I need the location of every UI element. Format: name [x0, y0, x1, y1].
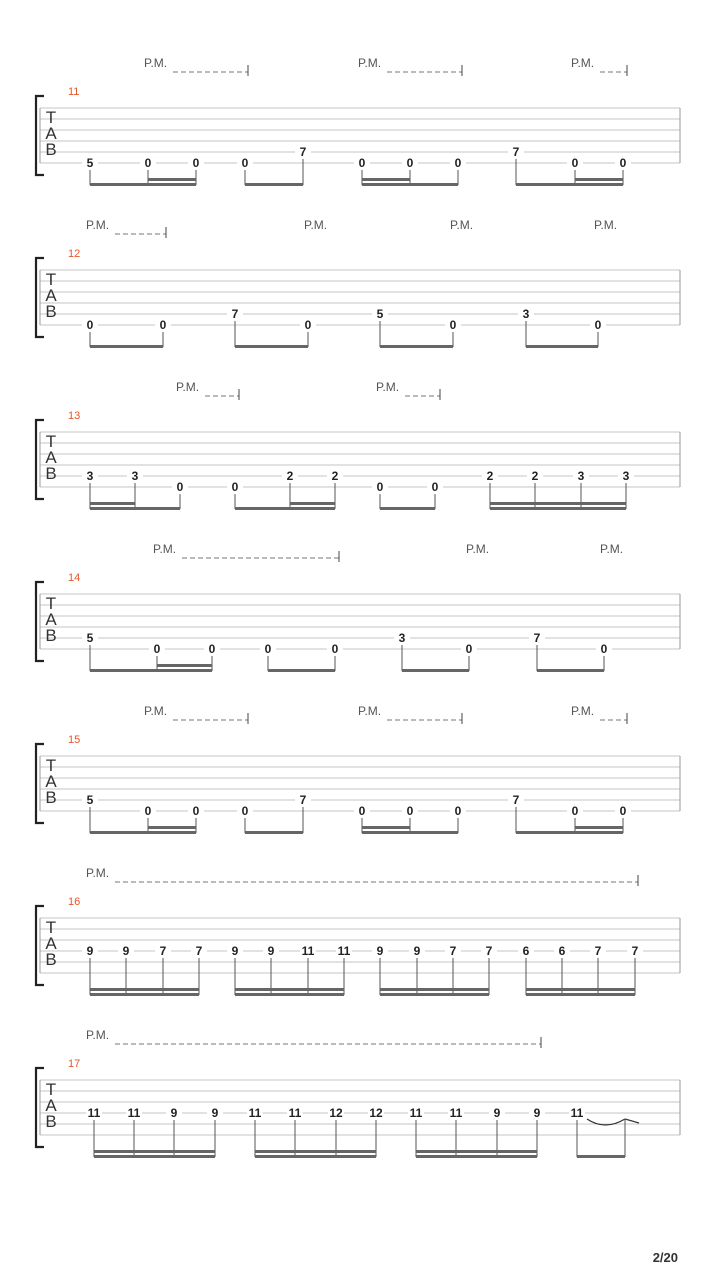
fret-number: 0 — [144, 804, 152, 818]
fret-number: 7 — [299, 145, 307, 159]
tab-clef-letter: T — [45, 594, 57, 613]
beam-secondary — [490, 502, 626, 505]
fret-number: 0 — [231, 480, 239, 494]
beam — [94, 1155, 215, 1158]
beam — [526, 345, 598, 348]
tab-clef-letter: A — [45, 124, 57, 143]
fret-number: 7 — [512, 793, 520, 807]
fret-number: 2 — [531, 469, 539, 483]
fret-number: 9 — [170, 1106, 178, 1120]
fret-number: 7 — [533, 631, 541, 645]
fret-number: 2 — [486, 469, 494, 483]
tab-clef-letter: B — [45, 788, 57, 807]
fret-number: 11 — [570, 1106, 584, 1120]
tab-clef-letter: T — [45, 270, 57, 289]
fret-number: 2 — [286, 469, 294, 483]
fret-number: 11 — [248, 1106, 262, 1120]
fret-number: 11 — [127, 1106, 141, 1120]
palm-mute-label: P.M. — [358, 704, 382, 718]
beam — [516, 831, 623, 834]
fret-number: 6 — [558, 944, 566, 958]
beam — [402, 669, 469, 672]
fret-number: 0 — [449, 318, 457, 332]
beam — [362, 831, 458, 834]
fret-number: 0 — [465, 642, 473, 656]
slide-out — [625, 1119, 639, 1123]
beam-secondary — [380, 988, 489, 991]
beam-secondary — [526, 988, 635, 991]
beam-secondary — [255, 1150, 376, 1153]
fret-number: 0 — [304, 318, 312, 332]
fret-number: 7 — [195, 944, 203, 958]
tab-clef-letter: T — [45, 432, 57, 451]
tab-clef-letter: B — [45, 626, 57, 645]
palm-mute-label: P.M. — [358, 56, 382, 70]
measure-number: 16 — [68, 896, 81, 908]
beam-secondary — [90, 502, 135, 505]
fret-number: 0 — [358, 804, 366, 818]
fret-number: 0 — [406, 156, 414, 170]
fret-number: 0 — [86, 318, 94, 332]
fret-number: 6 — [522, 944, 530, 958]
fret-number: 9 — [267, 944, 275, 958]
fret-number: 7 — [512, 145, 520, 159]
beam-secondary — [235, 988, 344, 991]
fret-number: 9 — [122, 944, 130, 958]
beam — [537, 669, 604, 672]
tab-clef-letter: B — [45, 140, 57, 159]
fret-number: 0 — [192, 156, 200, 170]
tab-clef-letter: B — [45, 302, 57, 321]
page-number: 2/20 — [652, 1250, 678, 1265]
beam-secondary — [575, 826, 623, 829]
tab-clef-letter: T — [45, 108, 57, 127]
fret-number: 0 — [571, 804, 579, 818]
fret-number: 9 — [211, 1106, 219, 1120]
fret-number: 0 — [331, 642, 339, 656]
fret-number: 3 — [522, 307, 530, 321]
measure-number: 12 — [68, 248, 81, 260]
tab-clef-letter: T — [45, 918, 57, 937]
beam — [416, 1155, 537, 1158]
beam-secondary — [362, 826, 410, 829]
measure-number: 13 — [68, 410, 81, 422]
fret-number: 7 — [231, 307, 239, 321]
fret-number: 9 — [86, 944, 94, 958]
fret-number: 11 — [409, 1106, 423, 1120]
beam — [90, 183, 196, 186]
fret-number: 7 — [299, 793, 307, 807]
fret-number: 7 — [631, 944, 639, 958]
beam — [245, 183, 303, 186]
fret-number: 9 — [493, 1106, 501, 1120]
fret-number: 7 — [449, 944, 457, 958]
fret-number: 3 — [86, 469, 94, 483]
palm-mute-label: P.M. — [571, 56, 595, 70]
beam-secondary — [148, 178, 196, 181]
fret-number: 9 — [533, 1106, 541, 1120]
fret-number: 0 — [144, 156, 152, 170]
tab-clef-letter: T — [45, 1080, 57, 1099]
fret-number: 0 — [153, 642, 161, 656]
beam — [380, 993, 489, 996]
palm-mute-label: P.M. — [594, 218, 618, 232]
fret-number: 9 — [231, 944, 239, 958]
beam — [245, 831, 303, 834]
fret-number: 7 — [159, 944, 167, 958]
fret-number: 0 — [619, 156, 627, 170]
fret-number: 0 — [454, 804, 462, 818]
fret-number: 3 — [131, 469, 139, 483]
fret-number: 0 — [406, 804, 414, 818]
palm-mute-label: P.M. — [466, 542, 490, 556]
fret-number: 9 — [376, 944, 384, 958]
fret-number: 2 — [331, 469, 339, 483]
beam — [90, 831, 196, 834]
fret-number: 12 — [329, 1106, 343, 1120]
fret-number: 0 — [619, 804, 627, 818]
measure-number: 14 — [68, 572, 81, 584]
beam — [268, 669, 335, 672]
beam — [90, 993, 199, 996]
fret-number: 0 — [176, 480, 184, 494]
beam — [90, 345, 163, 348]
fret-number: 11 — [301, 944, 315, 958]
beam — [90, 669, 212, 672]
measure-number: 17 — [68, 1058, 81, 1070]
palm-mute-label: P.M. — [86, 218, 110, 232]
fret-number: 9 — [413, 944, 421, 958]
palm-mute-label: P.M. — [144, 56, 168, 70]
fret-number: 0 — [192, 804, 200, 818]
fret-number: 11 — [87, 1106, 101, 1120]
fret-number: 7 — [594, 944, 602, 958]
fret-number: 0 — [431, 480, 439, 494]
beam-secondary — [94, 1150, 215, 1153]
beam-secondary — [416, 1150, 537, 1153]
tab-clef-letter: T — [45, 756, 57, 775]
fret-number: 0 — [241, 804, 249, 818]
fret-number: 0 — [358, 156, 366, 170]
beam — [380, 345, 453, 348]
measure-number: 15 — [68, 734, 81, 746]
palm-mute-label: P.M. — [86, 1028, 110, 1042]
fret-number: 0 — [454, 156, 462, 170]
palm-mute-label: P.M. — [153, 542, 177, 556]
palm-mute-label: P.M. — [86, 866, 110, 880]
beam-secondary — [157, 664, 212, 667]
fret-number: 5 — [86, 156, 94, 170]
tab-clef-letter: A — [45, 286, 57, 305]
tab-clef-letter: B — [45, 464, 57, 483]
beam-secondary — [90, 988, 199, 991]
measure-number: 11 — [68, 86, 80, 98]
fret-number: 11 — [337, 944, 351, 958]
beam-secondary — [575, 178, 623, 181]
fret-number: 0 — [594, 318, 602, 332]
fret-number: 3 — [577, 469, 585, 483]
tab-clef-letter: A — [45, 934, 57, 953]
fret-number: 5 — [86, 631, 94, 645]
fret-number: 11 — [449, 1106, 463, 1120]
palm-mute-label: P.M. — [571, 704, 595, 718]
beam-secondary — [362, 178, 410, 181]
beam — [235, 507, 335, 510]
tab-clef-letter: A — [45, 1096, 57, 1115]
tab-clef-letter: A — [45, 610, 57, 629]
palm-mute-label: P.M. — [304, 218, 328, 232]
fret-number: 0 — [159, 318, 167, 332]
beam — [255, 1155, 376, 1158]
palm-mute-label: P.M. — [600, 542, 624, 556]
fret-number: 7 — [485, 944, 493, 958]
tab-clef-letter: B — [45, 1112, 57, 1131]
fret-number: 5 — [86, 793, 94, 807]
fret-number: 0 — [571, 156, 579, 170]
palm-mute-label: P.M. — [176, 380, 200, 394]
beam — [362, 183, 458, 186]
fret-number: 0 — [600, 642, 608, 656]
beam — [516, 183, 623, 186]
tab-clef-letter: B — [45, 950, 57, 969]
beam — [380, 507, 435, 510]
beam — [577, 1155, 625, 1158]
fret-number: 5 — [376, 307, 384, 321]
fret-number: 3 — [622, 469, 630, 483]
fret-number: 0 — [208, 642, 216, 656]
beam-secondary — [148, 826, 196, 829]
palm-mute-label: P.M. — [376, 380, 400, 394]
beam — [526, 993, 635, 996]
tab-clef-letter: A — [45, 772, 57, 791]
palm-mute-label: P.M. — [450, 218, 474, 232]
fret-number: 0 — [376, 480, 384, 494]
fret-number: 0 — [264, 642, 272, 656]
beam — [90, 507, 180, 510]
beam — [235, 345, 308, 348]
beam-secondary — [290, 502, 335, 505]
beam — [235, 993, 344, 996]
beam — [490, 507, 626, 510]
fret-number: 0 — [241, 156, 249, 170]
fret-number: 11 — [288, 1106, 302, 1120]
fret-number: 12 — [369, 1106, 383, 1120]
palm-mute-label: P.M. — [144, 704, 168, 718]
tab-clef-letter: A — [45, 448, 57, 467]
fret-number: 3 — [398, 631, 406, 645]
